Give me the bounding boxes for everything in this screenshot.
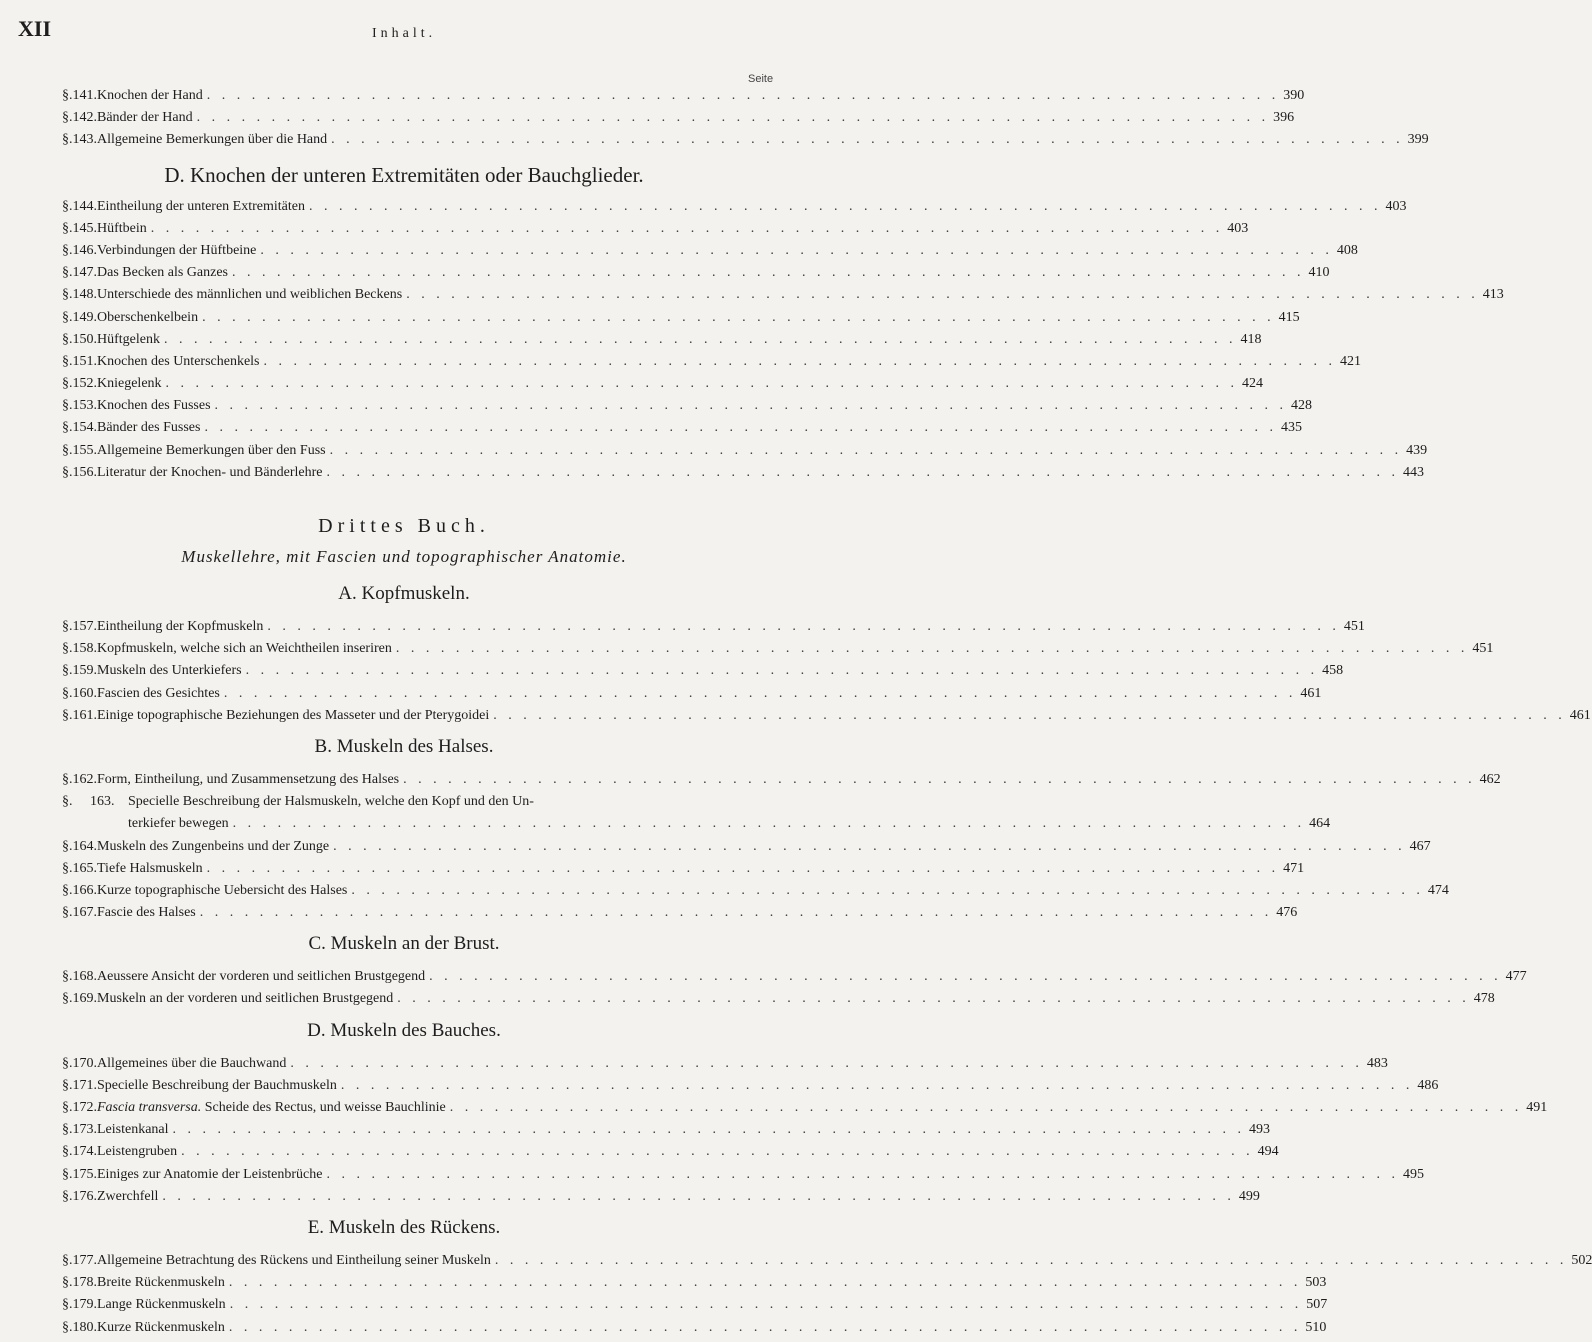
section-heading: D. Muskeln des Bauches.: [307, 1019, 501, 1041]
entry-title: Kniegelenk: [97, 376, 162, 392]
entry-number: 171.: [72, 1077, 97, 1093]
entry-number: 161.: [72, 707, 97, 723]
paragraph-sign: §.: [62, 442, 73, 458]
paragraph-sign: §.: [62, 882, 73, 898]
leader-dots: [162, 1189, 1235, 1205]
entry-title: Form, Eintheilung, und Zusammensetzung des Halses: [97, 771, 400, 787]
entry-number: 142.: [72, 110, 97, 126]
leader-dots: [229, 1320, 1302, 1336]
entry-page: 483: [1366, 1055, 1388, 1071]
entry-title: Allgemeine Bemerkungen über die Hand: [97, 132, 328, 148]
paragraph-sign: §.: [62, 707, 73, 723]
entry-page: 458: [1322, 663, 1344, 679]
paragraph-sign: §.: [62, 663, 73, 679]
entry-page: 421: [1340, 353, 1362, 369]
paragraph-sign: §.: [62, 1077, 73, 1093]
toc-entry: [62, 991, 1495, 1013]
entry-number: 155.: [72, 442, 97, 458]
entry-page: 390: [1283, 88, 1305, 103]
paragraph-sign: §.: [62, 1144, 73, 1160]
entry-number: 152.: [72, 376, 97, 392]
leader-dots: [260, 243, 1333, 259]
entry-page: 499: [1238, 1188, 1260, 1204]
entry-number: 176.: [72, 1188, 97, 1204]
leader-dots: [333, 839, 1406, 855]
toc-entry: [62, 1100, 1548, 1122]
entry-title: Muskeln des Unterkiefers: [97, 663, 242, 679]
entry-title: Muskeln an der vorderen und seitlichen Brustgegend: [97, 991, 394, 1007]
toc-entry: [62, 1275, 1327, 1297]
paragraph-sign: §.: [62, 220, 73, 236]
toc-entry: [62, 420, 1302, 442]
entry-page: 396: [1273, 110, 1295, 126]
entry-number: 147.: [72, 265, 97, 281]
entry-page: 503: [1305, 1275, 1327, 1291]
entry-title: Zwerchfell: [97, 1188, 159, 1204]
paragraph-sign: §.: [62, 265, 73, 281]
entry-page: 451: [1472, 641, 1494, 657]
entry-number: 148.: [72, 287, 97, 303]
entry-title: Knochen der Hand: [97, 88, 203, 103]
leader-dots: [406, 287, 1479, 303]
entry-page: 443: [1402, 464, 1424, 480]
toc-entry: [62, 685, 1322, 708]
leader-dots: [207, 88, 1280, 104]
entry-number: 146.: [72, 242, 97, 258]
entry-number: 158.: [72, 641, 97, 657]
leader-dots: [493, 708, 1566, 724]
leader-dots: [309, 199, 1382, 215]
section-heading: C. Muskeln an der Brust.: [308, 933, 500, 955]
entry-page: 477: [1505, 969, 1527, 985]
toc-entry: [62, 1144, 1279, 1166]
entry-title: Lange Rückenmuskeln: [97, 1297, 226, 1313]
leader-dots: [331, 132, 1404, 148]
leader-dots: [173, 1122, 1246, 1138]
toc-entry: [62, 1166, 1424, 1189]
entry-number: 173.: [72, 1122, 97, 1138]
toc-entry: [62, 794, 746, 816]
book-title: Drittes Buch.: [318, 515, 490, 537]
paragraph-sign: §.: [62, 991, 73, 1007]
paragraph-sign: §.: [62, 132, 73, 148]
entry-page: 502: [1571, 1252, 1592, 1268]
leader-dots: [397, 991, 1470, 1007]
paragraph-sign: §.: [62, 1055, 73, 1071]
paragraph-sign: §.: [62, 685, 73, 701]
toc-entry: [62, 331, 1262, 354]
entry-page: 486: [1417, 1077, 1439, 1093]
leader-dots: [207, 861, 1280, 877]
entry-page: 403: [1385, 198, 1407, 214]
entry-title-continuation: terkiefer bewegen: [128, 816, 229, 832]
toc-entry: [62, 1319, 1327, 1342]
entry-page: 491: [1526, 1100, 1548, 1115]
paragraph-sign: §.: [62, 1297, 73, 1313]
toc-entry: [62, 132, 1429, 154]
leader-dots: [200, 905, 1273, 921]
leader-dots: [197, 110, 1270, 126]
entry-title: Aeussere Ansicht der vorderen und seitlichen Brustgegend: [97, 969, 426, 985]
entry-title-italic: Fascia transversa.: [97, 1100, 202, 1115]
toc-entry: [62, 88, 1305, 110]
entry-number: 178.: [72, 1275, 97, 1291]
entry-number: 163.: [90, 794, 115, 810]
toc-entry: [62, 376, 1264, 398]
entry-number: 144.: [72, 198, 97, 214]
entry-page: 410: [1308, 265, 1330, 281]
entry-title: Das Becken als Ganzes: [97, 265, 229, 281]
leader-dots: [233, 816, 1306, 832]
entry-number: 145.: [72, 220, 97, 236]
toc-entry: [62, 442, 1428, 465]
paragraph-sign: §.: [62, 1275, 73, 1291]
entry-title: Knochen des Fusses: [97, 398, 211, 414]
entry-number: 167.: [72, 905, 97, 921]
entry-page: 428: [1291, 398, 1313, 414]
entry-number: 180.: [72, 1319, 97, 1335]
paragraph-sign: §.: [62, 353, 73, 369]
leader-dots: [164, 332, 1237, 348]
entry-page: 439: [1406, 442, 1428, 458]
entry-page: 424: [1242, 376, 1264, 392]
entry-page: 474: [1427, 882, 1449, 898]
paragraph-sign: §.: [62, 309, 73, 325]
leader-dots: [330, 443, 1403, 459]
paragraph-sign: §.: [62, 905, 73, 921]
paragraph-sign: §.: [62, 1319, 73, 1335]
toc-entry: [62, 198, 1407, 221]
leader-dots: [351, 883, 1424, 899]
entry-title: Unterschiede des männlichen und weiblichen Beckens: [97, 287, 403, 303]
toc-entry: [62, 398, 1313, 420]
leader-dots: [166, 376, 1239, 392]
toc-entry: [62, 287, 1504, 309]
entry-title: Kurze topographische Uebersicht des Halses: [97, 882, 348, 898]
toc-entry: [62, 220, 1249, 243]
paragraph-sign: §.: [62, 242, 73, 258]
leader-dots: [326, 465, 1399, 481]
entry-title: Knochen des Unterschenkels: [97, 353, 260, 369]
entry-title: Eintheilung der Kopfmuskeln: [97, 619, 264, 634]
toc-entry: [62, 1252, 1592, 1275]
paragraph-sign: §.: [62, 771, 73, 787]
leader-dots: [229, 1275, 1302, 1291]
leader-dots: [429, 969, 1502, 985]
leader-dots: [181, 1144, 1254, 1160]
entry-number: 143.: [72, 132, 97, 148]
paragraph-sign: §.: [62, 287, 73, 303]
paragraph-sign: §.: [62, 398, 73, 414]
table-of-contents: [62, 88, 1592, 1342]
entry-number: 179.: [72, 1297, 97, 1313]
entry-title: [97, 1100, 446, 1116]
leader-dots: [230, 1297, 1303, 1313]
toc-entry: [62, 619, 1365, 641]
paragraph-sign: §.: [62, 969, 73, 985]
toc-entry: [62, 838, 1431, 861]
paragraph-sign: §.: [62, 198, 73, 214]
page-number: XII: [18, 16, 52, 41]
paragraph-sign: §.: [62, 1252, 73, 1268]
leader-dots: [495, 1253, 1568, 1269]
entry-title: Muskeln des Zungenbeins und der Zunge: [97, 838, 330, 854]
entry-page: 403: [1227, 220, 1249, 236]
toc-entry: [62, 771, 1501, 794]
toc-entry: [62, 464, 1424, 487]
entry-number: 177.: [72, 1252, 97, 1268]
toc-entry: [62, 882, 1449, 905]
entry-title: Hüftgelenk: [97, 331, 160, 347]
running-title: Inhalt.: [372, 26, 437, 41]
entry-title: Leistenkanal: [97, 1122, 169, 1138]
entry-title: Einiges zur Anatomie der Leistenbrüche: [97, 1166, 323, 1182]
entry-number: 166.: [72, 882, 97, 898]
toc-entry: [62, 969, 1527, 991]
leader-dots: [396, 641, 1469, 657]
toc-entry: [62, 860, 1305, 883]
leader-dots: [215, 398, 1288, 414]
entry-title: Allgemeine Bemerkungen über den Fuss: [97, 442, 326, 458]
paragraph-sign: §.: [62, 1100, 73, 1115]
leader-dots: [450, 1100, 1523, 1116]
entry-page: 408: [1336, 242, 1358, 258]
paragraph-sign: §.: [62, 420, 73, 436]
entry-number: 169.: [72, 991, 97, 1007]
section-heading: A. Kopfmuskeln.: [338, 583, 470, 604]
entry-number: 160.: [72, 685, 97, 701]
leader-dots: [202, 310, 1275, 326]
entry-page: 399: [1407, 132, 1429, 148]
entry-title: Specielle Beschreibung der Halsmuskeln, welche den Kopf und den Un-: [128, 794, 534, 810]
leader-dots: [151, 221, 1224, 237]
leader-dots: [290, 1056, 1363, 1072]
leader-dots: [204, 420, 1277, 436]
toc-entry: [62, 110, 1295, 132]
leader-dots: [246, 663, 1319, 679]
entry-title: Specielle Beschreibung der Bauchmuskeln: [97, 1077, 337, 1093]
toc-entry: [62, 905, 1298, 927]
entry-title: Leistengruben: [97, 1144, 178, 1160]
entry-number: 174.: [72, 1144, 97, 1160]
paragraph-sign: §.: [62, 1188, 73, 1204]
entry-number: 156.: [72, 464, 97, 480]
entry-page: 464: [1309, 816, 1331, 832]
entry-page: 462: [1479, 771, 1501, 787]
entry-title: Bänder des Fusses: [97, 420, 201, 436]
entry-title: Bänder der Hand: [97, 110, 193, 126]
entry-number: 149.: [72, 309, 97, 325]
entry-number: 170.: [72, 1055, 97, 1071]
toc-entry: [62, 1122, 1271, 1144]
entry-number: 157.: [72, 619, 97, 634]
paragraph-sign: §.: [62, 464, 73, 480]
entry-title: Oberschenkelbein: [97, 309, 199, 325]
toc-entry: [62, 309, 1300, 332]
entry-page: 495: [1402, 1166, 1424, 1182]
toc-entry: [62, 707, 1591, 730]
entry-number: 165.: [72, 860, 97, 876]
section-heading: D. Knochen der unteren Extremitäten oder Bauchglieder.: [164, 162, 644, 187]
paragraph-sign: §.: [62, 619, 73, 634]
entry-page: 493: [1249, 1122, 1271, 1138]
entry-number: 162.: [72, 771, 97, 787]
paragraph-sign: §.: [62, 641, 73, 657]
paragraph-sign: §.: [62, 376, 73, 392]
entry-number: 175.: [72, 1166, 97, 1182]
entry-title: Literatur der Knochen- und Bänderlehre: [97, 464, 323, 480]
toc-entry: [62, 265, 1330, 287]
leader-dots: [232, 265, 1305, 281]
entry-number: 172.: [72, 1100, 97, 1115]
toc-entry: [62, 242, 1358, 265]
seite-label: Seite: [748, 73, 774, 85]
entry-title: Verbindungen der Hüftbeine: [97, 242, 257, 258]
entry-title: Kurze Rückenmuskeln: [97, 1319, 225, 1335]
entry-number: 153.: [72, 398, 97, 414]
entry-page: 435: [1280, 420, 1302, 436]
entry-title: Breite Rückenmuskeln: [97, 1275, 225, 1291]
toc-entry: [62, 1077, 1439, 1100]
entry-number: 154.: [72, 420, 97, 436]
section-heading: E. Muskeln des Rückens.: [307, 1216, 501, 1238]
toc-entry: [62, 1188, 1260, 1211]
paragraph-sign: §.: [62, 860, 73, 876]
toc-entry: [62, 1055, 1388, 1078]
entry-page: 507: [1306, 1297, 1328, 1313]
entry-title: Eintheilung der unteren Extremitäten: [97, 198, 305, 214]
entry-number: 150.: [72, 331, 97, 347]
paragraph-sign: §.: [62, 88, 73, 103]
leader-dots: [341, 1078, 1414, 1094]
entry-title: Fascien des Gesichtes: [97, 685, 220, 701]
leader-dots: [264, 354, 1337, 370]
leader-dots: [224, 686, 1297, 702]
entry-number: 168.: [72, 969, 97, 985]
entry-number: 151.: [72, 353, 97, 369]
entry-page: 451: [1343, 619, 1365, 634]
paragraph-sign: §.: [62, 838, 73, 854]
entry-title: Kopfmuskeln, welche sich an Weichtheilen inseriren: [97, 641, 392, 657]
entry-title: Tiefe Halsmuskeln: [97, 860, 203, 876]
leader-dots: [403, 772, 1476, 788]
entry-title-rest: Scheide des Rectus, und weisse Bauchlinie: [201, 1100, 446, 1115]
entry-number: 141.: [72, 88, 97, 103]
entry-page: 478: [1473, 991, 1495, 1007]
toc-entry: [62, 353, 1362, 376]
book-subtitle: Muskellehre, mit Fascien und topographischer Anatomie.: [181, 547, 627, 566]
paragraph-sign: §.: [62, 794, 73, 810]
entry-page: 476: [1276, 905, 1298, 921]
leader-dots: [267, 619, 1340, 635]
entry-page: 471: [1283, 860, 1305, 876]
entry-page: 461: [1569, 707, 1591, 723]
entry-title: Fascie des Halses: [97, 905, 196, 921]
entry-page: 510: [1305, 1319, 1327, 1335]
toc-entry: [62, 641, 1494, 663]
entry-page: 413: [1482, 287, 1504, 303]
entry-page: 418: [1240, 331, 1262, 347]
entry-number: 159.: [72, 663, 97, 679]
paragraph-sign: §.: [62, 1122, 73, 1138]
entry-page: 494: [1257, 1144, 1279, 1160]
paragraph-sign: §.: [62, 331, 73, 347]
toc-entry: [62, 663, 1344, 685]
paragraph-sign: §.: [62, 110, 73, 126]
entry-title: Einige topographische Beziehungen des Masseter und der Pterygoidei: [97, 707, 490, 723]
leader-dots: [326, 1167, 1399, 1183]
toc-entry-continuation: [62, 816, 1331, 838]
entry-page: 467: [1409, 838, 1431, 854]
entry-number: 164.: [72, 838, 97, 854]
toc-entry: [62, 1297, 1328, 1319]
entry-title: Allgemeines über die Bauchwand: [97, 1055, 287, 1071]
section-heading: B. Muskeln des Halses.: [314, 735, 494, 757]
entry-title: Hüftbein: [97, 220, 147, 236]
paragraph-sign: §.: [62, 1166, 73, 1182]
entry-page: 461: [1300, 685, 1322, 701]
entry-page: 415: [1278, 309, 1300, 325]
entry-title: Allgemeine Betrachtung des Rückens und Eintheilung seiner Muskeln: [97, 1252, 491, 1268]
